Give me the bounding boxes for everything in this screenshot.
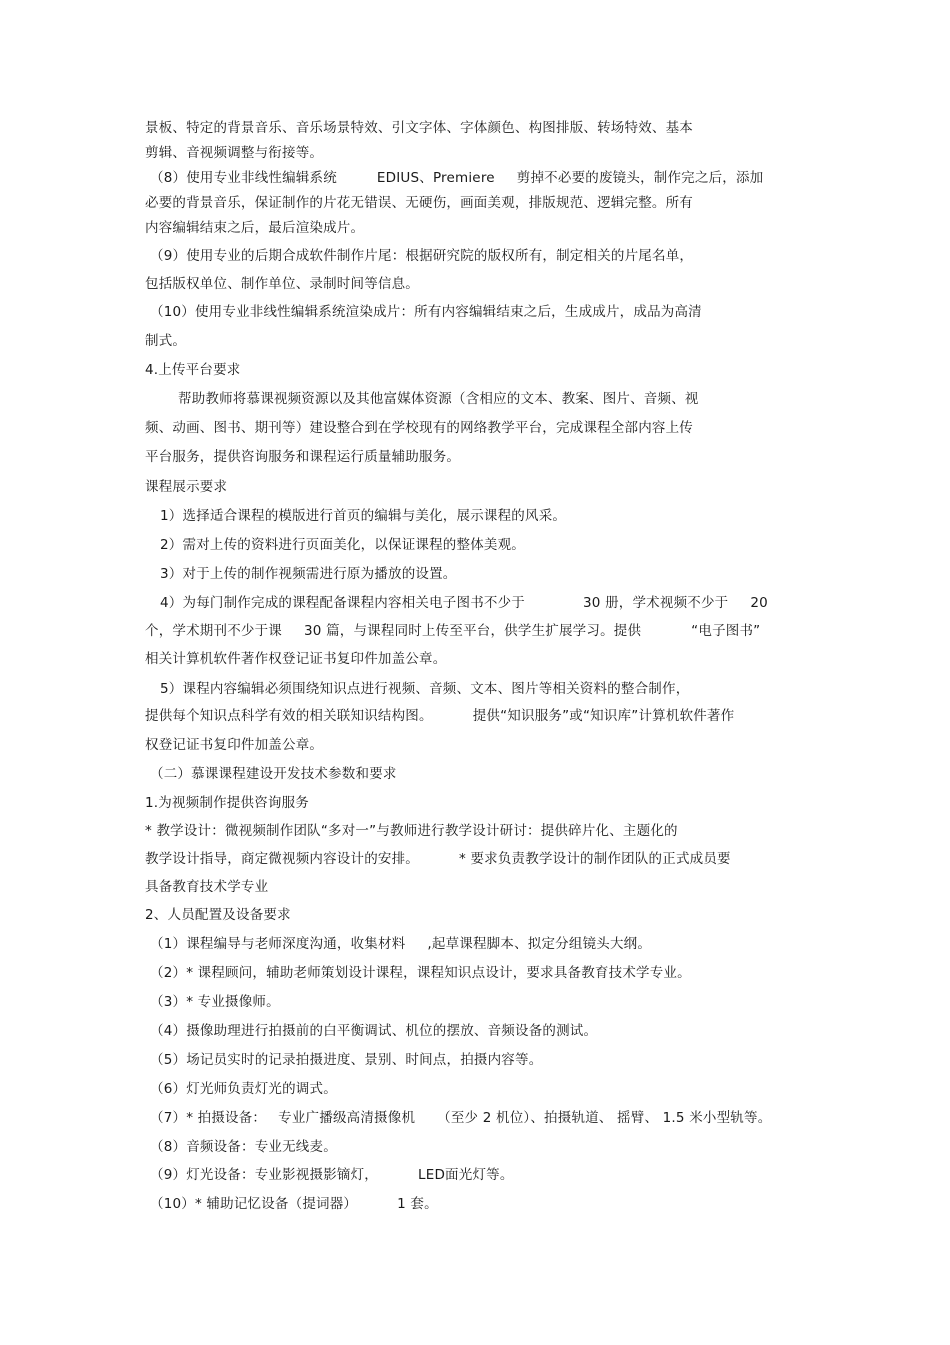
section-heading: 1.为视频制作提供咨询服务 xyxy=(145,795,309,811)
text-line: 制式。 xyxy=(145,333,187,349)
list-item: （2）* 课程顾问，辅助老师策划设计课程，课程知识点设计，要求具备教育技术学专业。 xyxy=(150,965,691,981)
text-line: （10）使用专业非线性编辑系统渲染成片：所有内容编辑结束之后，生成成片，成品为高清 xyxy=(150,304,702,320)
text-line: 具备教育技术学专业 xyxy=(145,879,269,895)
text-line: * 教学设计：微视频制作团队“多对一”与教师进行教学设计研讨：提供碎片化、主题化的 xyxy=(145,823,678,839)
list-item: 3）对于上传的制作视频需进行原为播放的设置。 xyxy=(160,566,457,582)
text-line: 帮助教师将慕课视频资源以及其他富媒体资源（含相应的文本、教案、图片、音频、视 xyxy=(178,391,699,407)
list-item: 4）为每门制作完成的课程配备课程内容相关电子图书不少于 30 册，学术视频不少于 20 xyxy=(160,595,768,611)
text-line: 平台服务，提供咨询服务和课程运行质量辅助服务。 xyxy=(145,449,461,465)
list-item: （8）音频设备：专业无线麦。 xyxy=(150,1139,337,1155)
list-item: （7）* 拍摄设备： 专业广播级高清摄像机 （至少 2 机位）、拍摄轨道、 摇臂、 1.5 米小型轨等。 xyxy=(150,1110,772,1126)
section-heading: 2、人员配置及设备要求 xyxy=(145,907,291,923)
list-item: 1）选择适合课程的模版进行首页的编辑与美化，展示课程的风采。 xyxy=(160,508,567,524)
text-line: 权登记证书复印件加盖公章。 xyxy=(145,737,324,753)
text-line: 相关计算机软件著作权登记证书复印件加盖公章。 xyxy=(145,651,447,667)
text-line: 必要的背景音乐，保证制作的片花无错误、无硬伤，画面美观，排版规范、逻辑完整。所有 xyxy=(145,195,693,211)
text-line: 包括版权单位、制作单位、录制时间等信息。 xyxy=(145,276,419,292)
list-item: （5）场记员实时的记录拍摄进度、景别、时间点，拍摄内容等。 xyxy=(150,1052,543,1068)
list-item: （9）灯光设备：专业影视摄影镝灯， LED面光灯等。 xyxy=(150,1167,514,1183)
section-heading: 课程展示要求 xyxy=(145,479,228,495)
list-item: （3）* 专业摄像师。 xyxy=(150,994,280,1010)
text-line: 个，学术期刊不少于课 30 篇，与课程同时上传至平台，供学生扩展学习。提供 “电子图书” xyxy=(145,623,761,639)
list-item: 2）需对上传的资料进行页面美化，以保证课程的整体美观。 xyxy=(160,537,525,553)
list-item: 5）课程内容编辑必须围绕知识点进行视频、音频、文本、图片等相关资料的整合制作， xyxy=(160,681,690,697)
list-item: （4）摄像助理进行拍摄前的白平衡调试、机位的摆放、音频设备的测试。 xyxy=(150,1023,598,1039)
section-heading: （二）慕课课程建设开发技术参数和要求 xyxy=(150,766,397,782)
list-item: （10）* 辅助记忆设备（提词器） 1 套。 xyxy=(150,1196,438,1212)
text-line: 内容编辑结束之后，最后渲染成片。 xyxy=(145,220,365,236)
list-item: （1）课程编导与老师深度沟通，收集材料 ,起草课程脚本、拟定分组镜头大纲。 xyxy=(150,936,652,952)
list-item: （6）灯光师负责灯光的调式。 xyxy=(150,1081,337,1097)
text-line: 剪辑、音视频调整与衔接等。 xyxy=(145,145,324,161)
text-line: 景板、特定的背景音乐、音乐场景特效、引文字体、字体颜色、构图排版、转场特效、基本 xyxy=(145,120,693,136)
text-line: 频、动画、图书、期刊等）建设整合到在学校现有的网络教学平台，完成课程全部内容上传 xyxy=(145,420,693,436)
section-heading: 4.上传平台要求 xyxy=(145,362,241,378)
text-line: （8）使用专业非线性编辑系统 EDIUS、Premiere 剪掉不必要的废镜头，制作完之后，添加 xyxy=(150,170,764,186)
text-line: 提供每个知识点科学有效的相关联知识结构图。 提供“知识服务”或“知识库”计算机软件著作 xyxy=(145,708,735,724)
text-line: （9）使用专业的后期合成软件制作片尾：根据研究院的版权所有，制定相关的片尾名单， xyxy=(150,248,694,264)
text-line: 教学设计指导，商定微视频内容设计的安排。 * 要求负责教学设计的制作团队的正式成员要 xyxy=(145,851,731,867)
